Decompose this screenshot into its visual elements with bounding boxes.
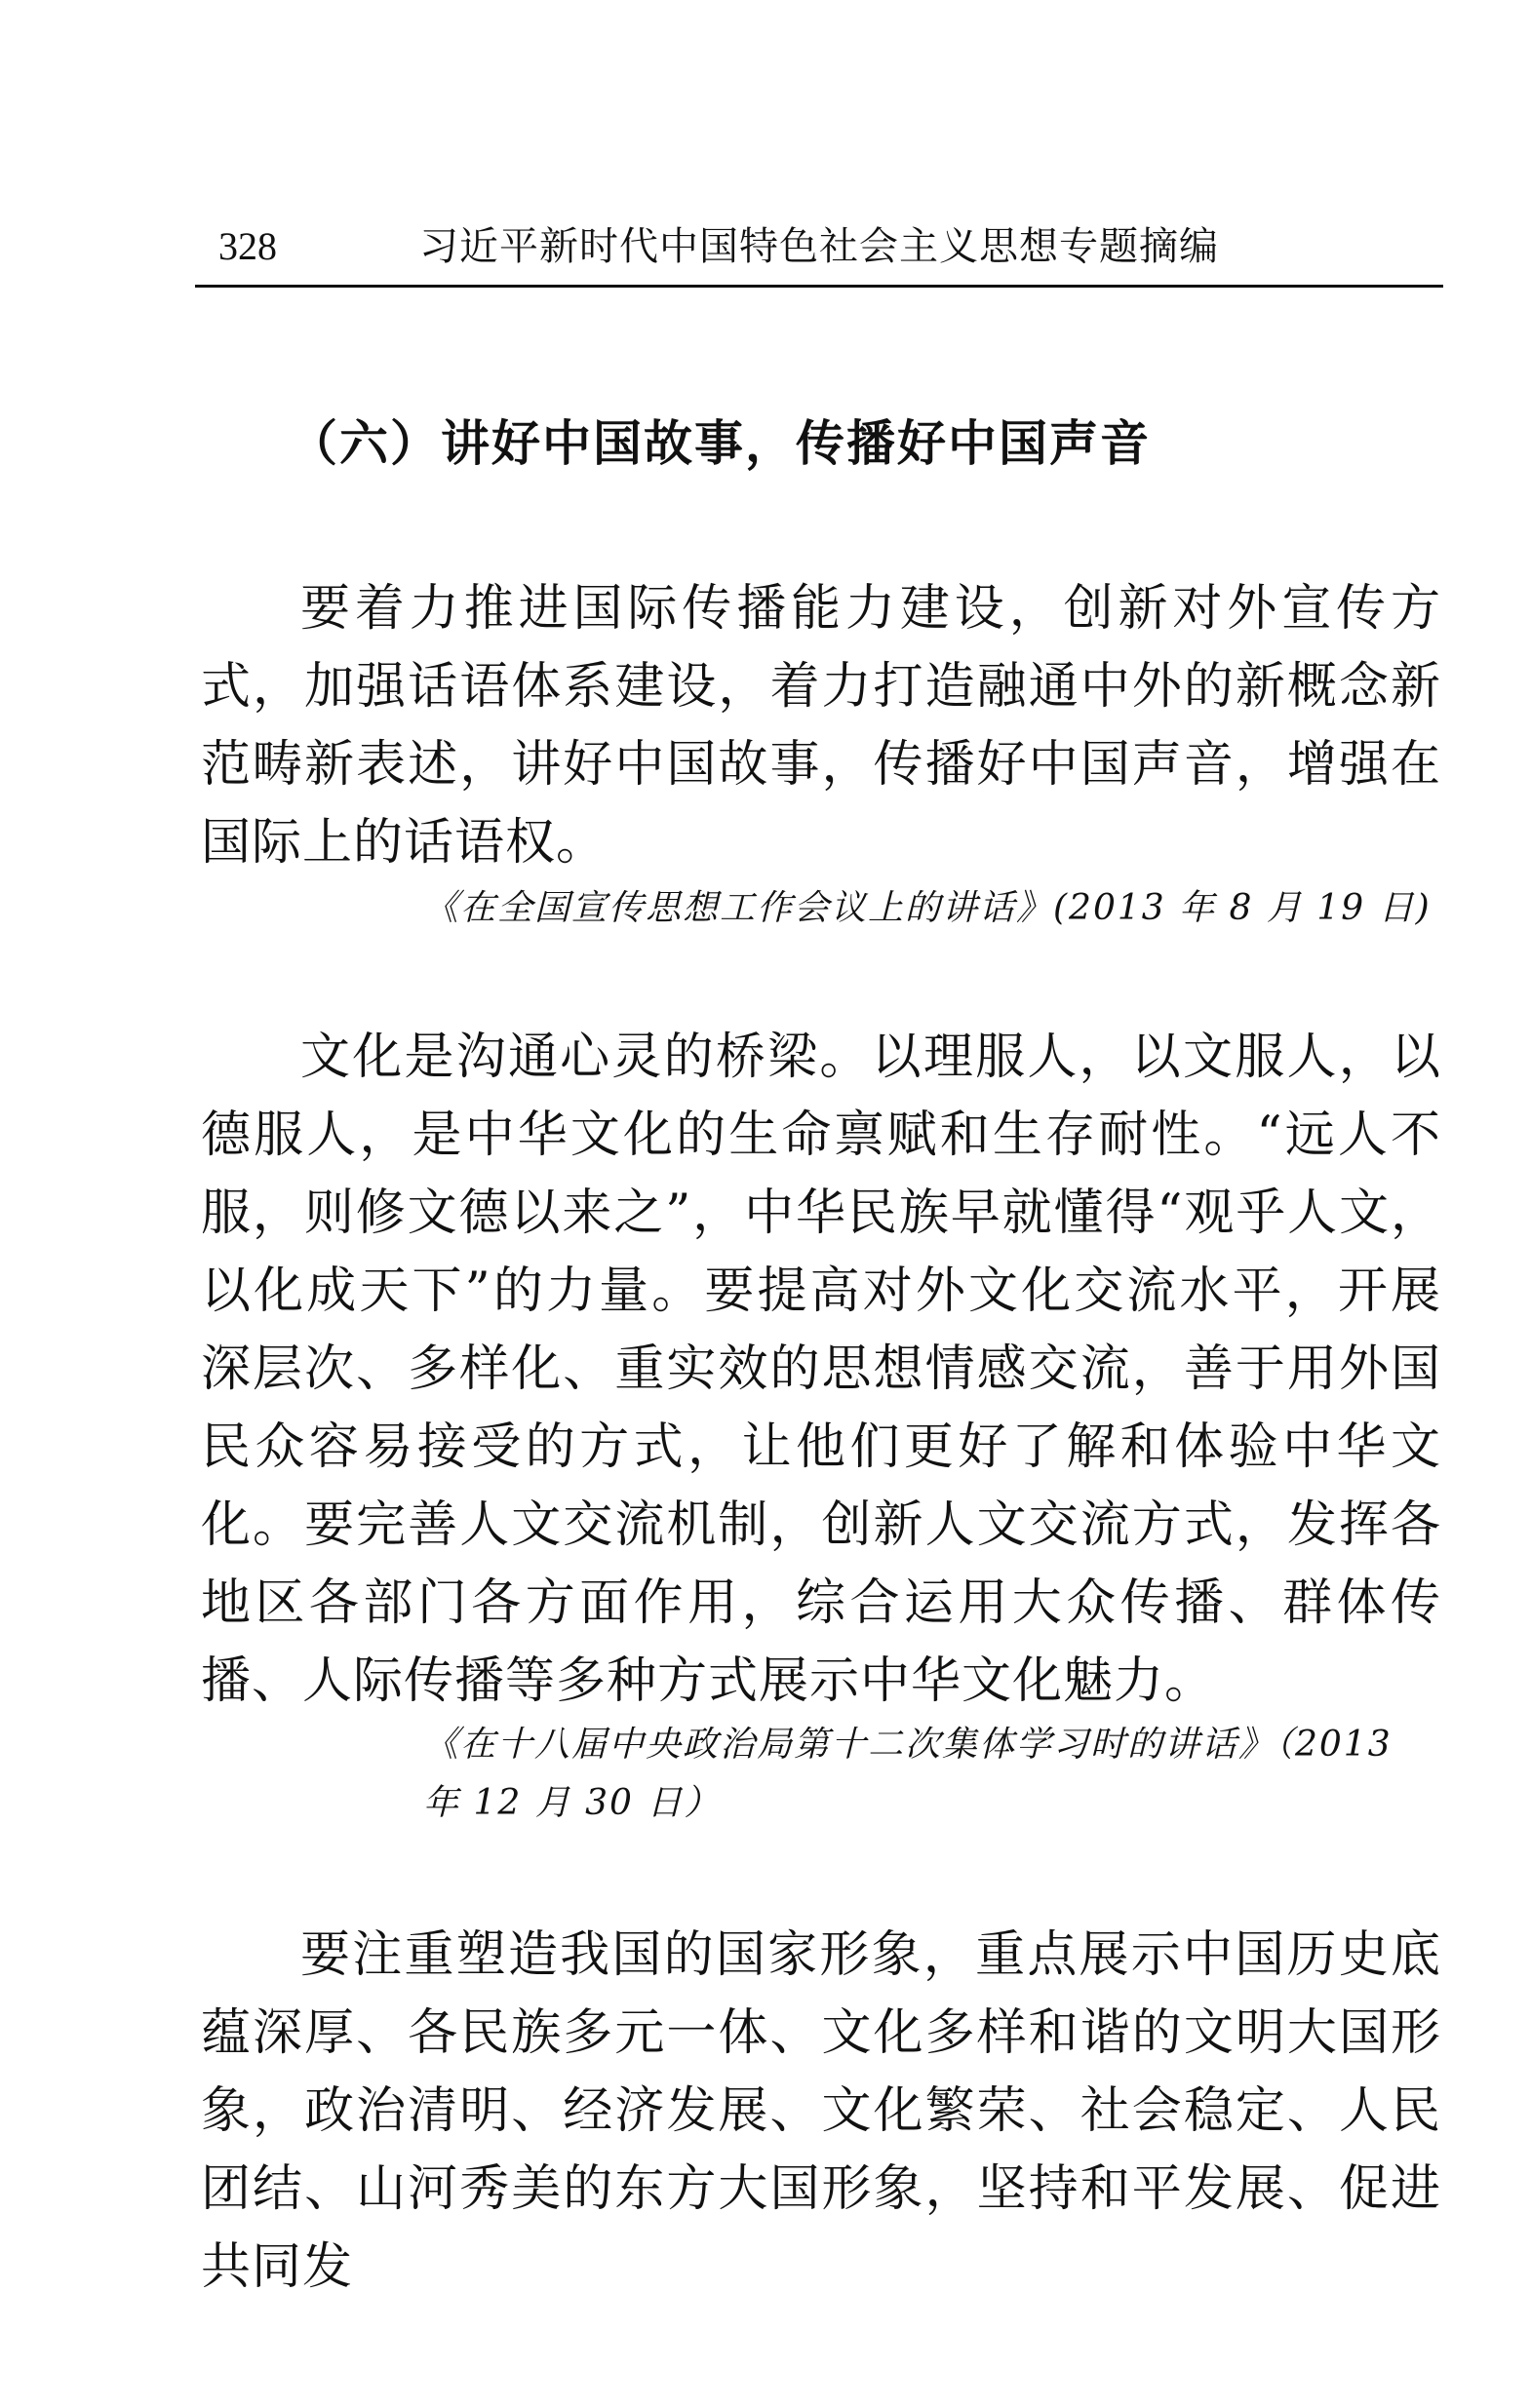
running-title: 习近平新时代中国特色社会主义思想专题摘编	[419, 224, 1219, 269]
page-header	[195, 216, 1443, 288]
section-heading: （六）讲好中国故事，传播好中国声音	[289, 415, 1151, 472]
source-citation: 《在全国宣传思想工作会议上的讲话》(2013 年 8 月 19 日)	[423, 888, 1432, 928]
body-paragraph: 文化是沟通心灵的桥梁。以理服人，以文服人，以德服人，是中华文化的生命禀赋和生存耐性。“远人不服，则修文德以来之”，中华民族早就懂得“观乎人文，以化成天下”的力量。要提高对外文化交流水平，开展深层次、多样化、重实效的思想情感交流，善于用外国民众容易接受的方式，让他们更好了解和体验中华文化。要完善人文交流机制，创新人文交流方式，发挥各地区各部门各方面作用，综合运用大众传播、群体传播、人际传播等多种方式展示中华文化魅力。	[201, 1029, 1441, 1710]
body-paragraph: 要注重塑造我国的国家形象，重点展示中国历史底蕴深厚、各民族多元一体、文化多样和谐的文明大国形象，政治清明、经济发展、文化繁荣、社会稳定、人民团结、山河秀美的东方大国形象，坚持和平发展、促进共同发	[201, 1926, 1441, 2296]
source-citation: 《在十八届中央政治局第十二次集体学习时的讲话》（2013 年 12 月 30 日）	[423, 1725, 1393, 1823]
page-number: 328	[218, 224, 277, 268]
body-paragraph: 要着力推进国际传播能力建设，创新对外宣传方式，加强话语体系建设，着力打造融通中外的新概念新范畴新表述，讲好中国故事，传播好中国声音，增强在国际上的话语权。	[201, 580, 1441, 872]
